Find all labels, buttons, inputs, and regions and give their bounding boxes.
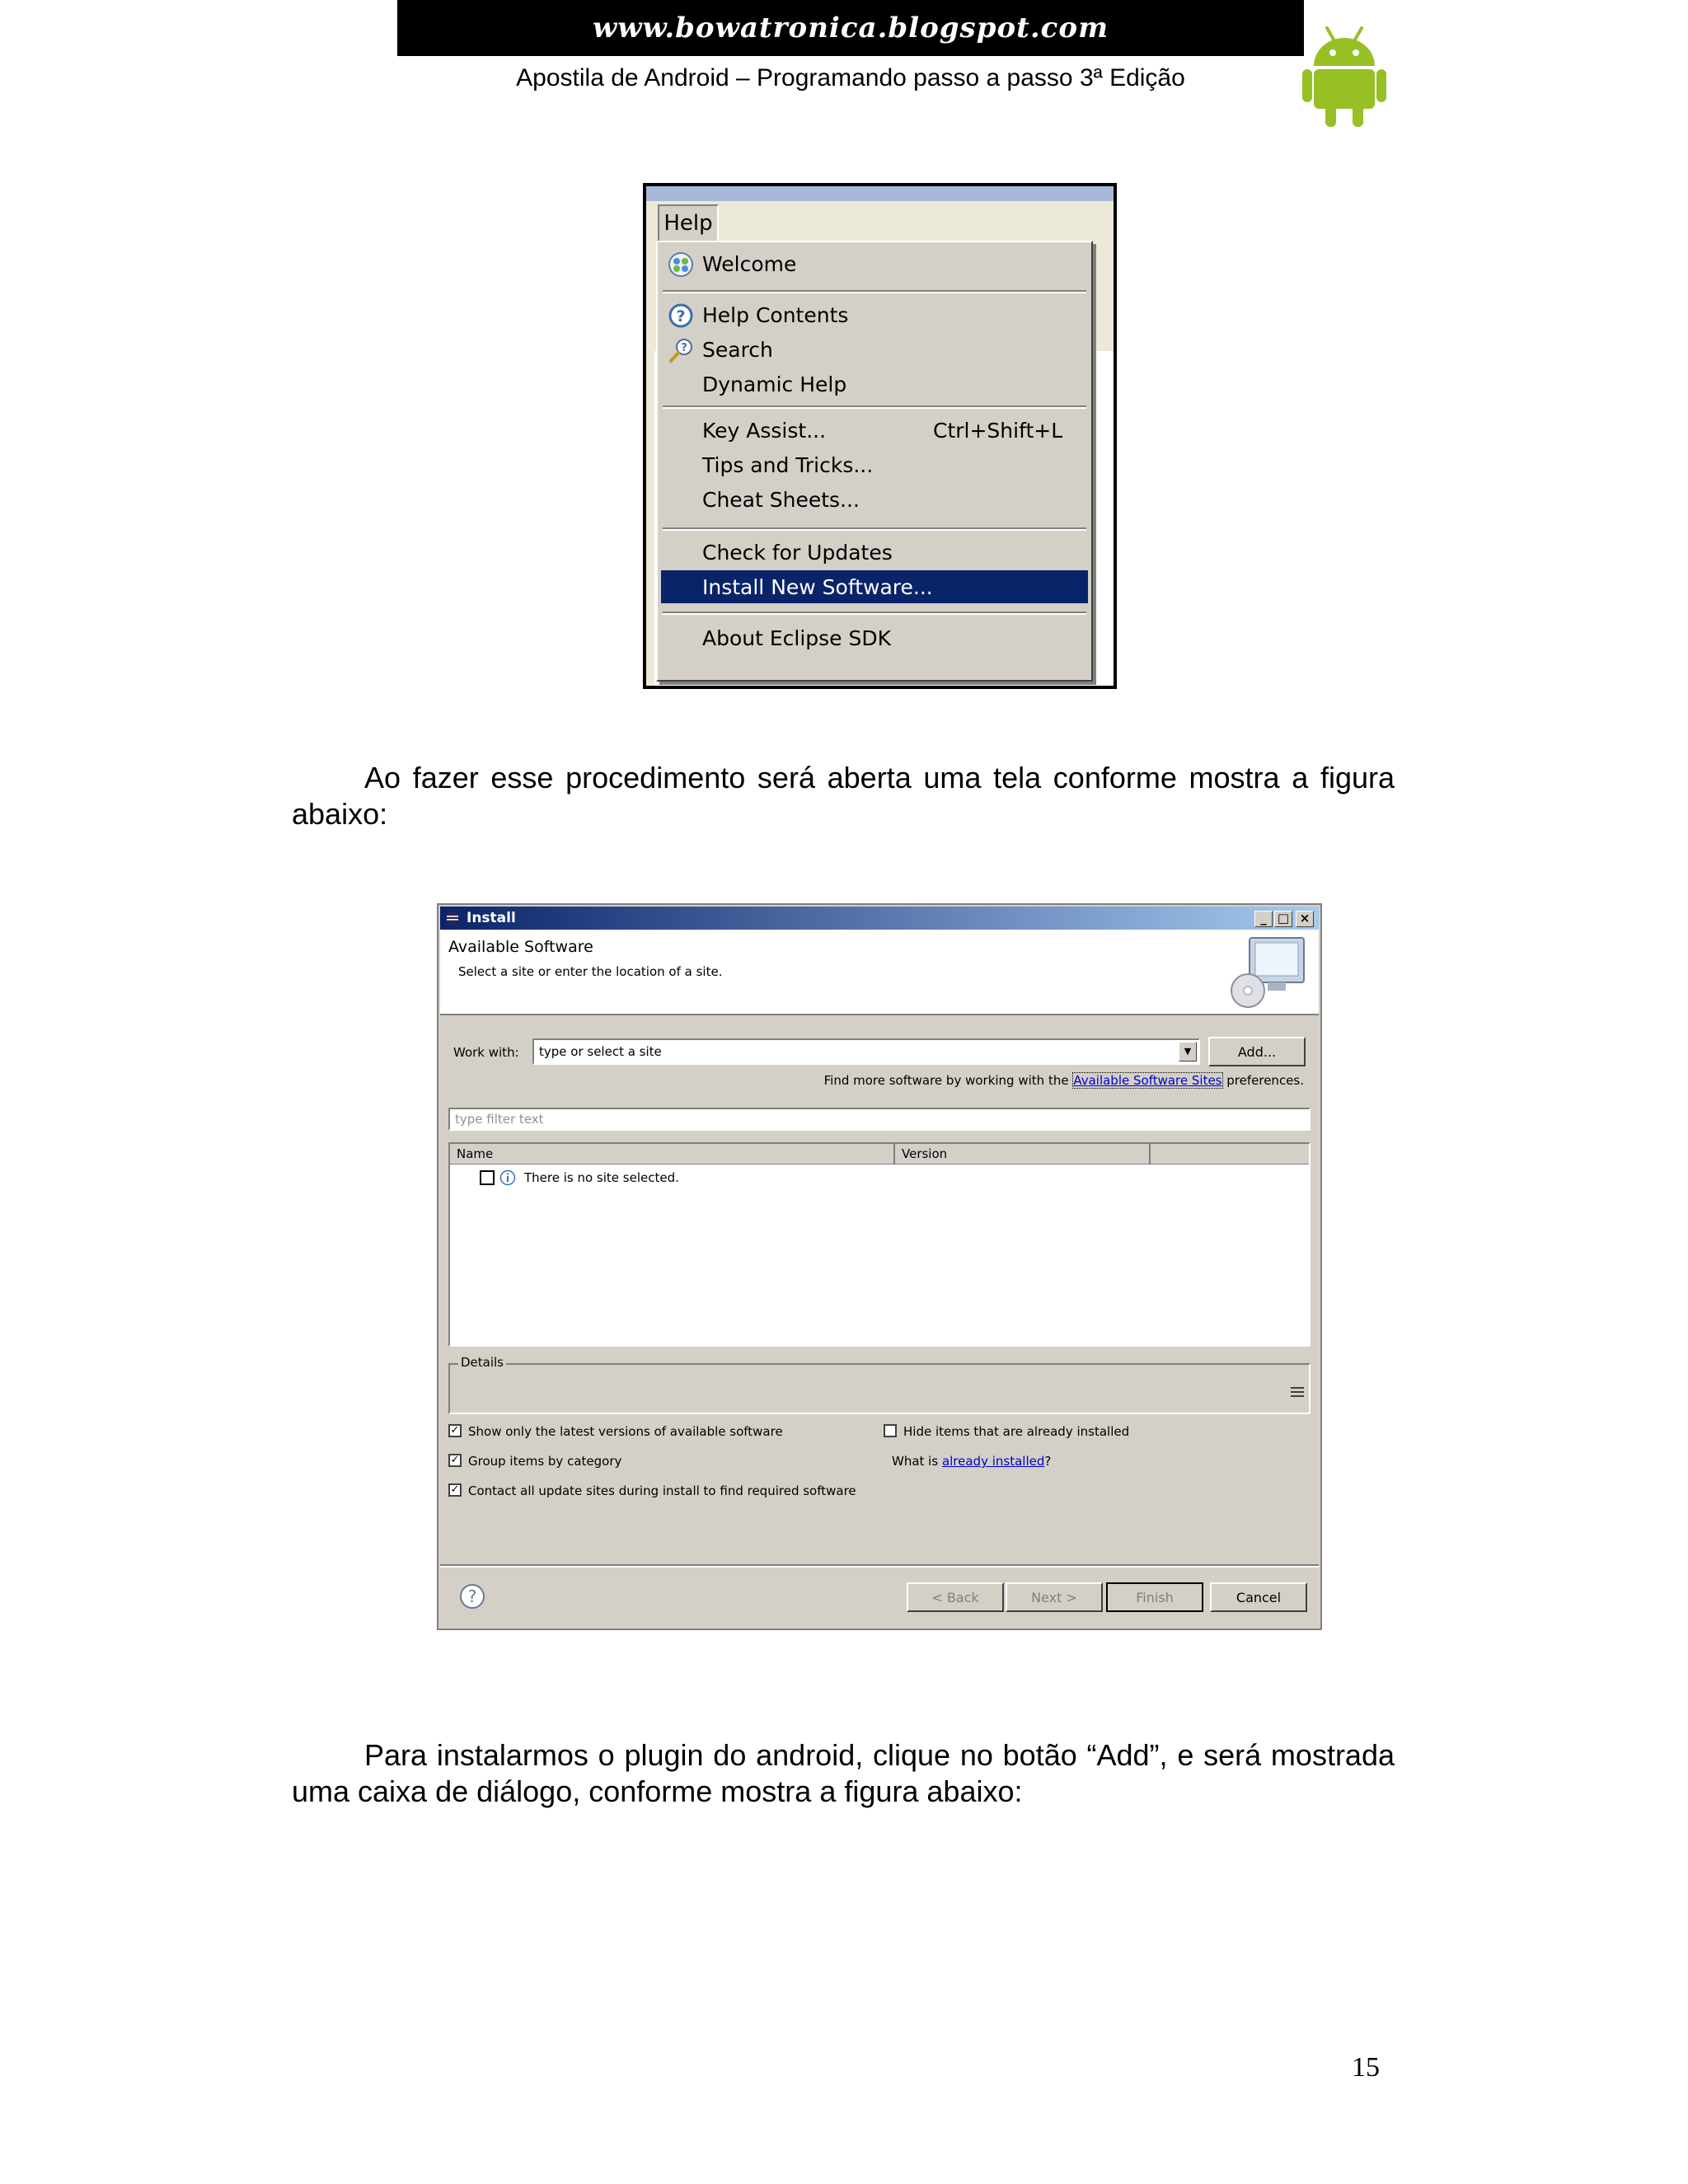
- menu-item-about-eclipse-sdk[interactable]: [661, 621, 1088, 654]
- dialog-header-area: [440, 930, 1319, 1015]
- find-more-prefix: Find more software by working with the: [823, 1073, 1073, 1088]
- details-label: Details: [458, 1355, 506, 1370]
- menu-item-label: Cheat Sheets...: [702, 487, 860, 512]
- cancel-button[interactable]: [1210, 1582, 1307, 1612]
- menu-item-label: Install New Software...: [702, 574, 933, 599]
- menu-item-tips-and-tricks[interactable]: [661, 448, 1088, 481]
- menu-item-key-assist[interactable]: [661, 414, 1088, 447]
- work-with-label: Work with:: [453, 1045, 519, 1060]
- search-icon: [668, 337, 694, 363]
- what-is-suffix: ?: [1044, 1454, 1052, 1469]
- menu-separator: [663, 405, 1086, 409]
- minimize-button[interactable]: _: [1254, 911, 1273, 927]
- show-latest-checkbox[interactable]: ✓: [448, 1424, 462, 1437]
- cancel-button-label: Cancel: [1236, 1589, 1282, 1605]
- footer-separator: [440, 1564, 1319, 1568]
- details-group: [448, 1355, 1311, 1414]
- column-name-header[interactable]: Name: [450, 1144, 895, 1164]
- close-button[interactable]: ×: [1296, 911, 1314, 927]
- already-installed-link[interactable]: already installed: [941, 1454, 1045, 1469]
- group-by-category-label: Group items by category: [468, 1454, 622, 1469]
- what-is-installed-text: [892, 1454, 1051, 1469]
- menu-item-search[interactable]: [661, 333, 1088, 366]
- menu-item-label: Help Contents: [702, 302, 849, 327]
- svg-text:?: ?: [681, 342, 687, 354]
- column-version-header[interactable]: Version: [895, 1144, 1151, 1164]
- add-button[interactable]: [1208, 1037, 1306, 1066]
- finish-button[interactable]: [1106, 1582, 1203, 1612]
- menu-item-cheat-sheets[interactable]: [661, 483, 1088, 516]
- menu-item-check-for-updates[interactable]: [661, 536, 1088, 569]
- menu-item-label: About Eclipse SDK: [702, 626, 892, 650]
- android-robot-icon: [1302, 25, 1386, 128]
- maximize-button[interactable]: □: [1274, 911, 1292, 927]
- menu-item-install-new-software[interactable]: [661, 570, 1088, 603]
- menu-item-dynamic-help[interactable]: [661, 368, 1088, 401]
- group-by-category-checkbox[interactable]: ✓: [448, 1454, 462, 1467]
- dialog-description: Select a site or enter the location of a site.: [458, 964, 723, 979]
- filter-placeholder: type filter text: [455, 1112, 544, 1127]
- svg-text:?: ?: [467, 1586, 477, 1606]
- hide-installed-checkbox[interactable]: [884, 1424, 897, 1437]
- info-icon: [499, 1169, 516, 1186]
- finish-button-label: Finish: [1136, 1589, 1174, 1605]
- help-dropdown-menu: [656, 241, 1093, 682]
- help-menu-screenshot: [643, 183, 1117, 689]
- menu-separator: [663, 290, 1086, 293]
- next-button-label: Next >: [1031, 1589, 1077, 1605]
- menu-item-help-contents[interactable]: [661, 298, 1088, 331]
- work-with-value: type or select a site: [539, 1044, 662, 1059]
- help-icon[interactable]: [458, 1582, 486, 1610]
- header-banner: www.bowatronica.blogspot.com: [397, 0, 1304, 56]
- table-header: [450, 1144, 1309, 1165]
- work-with-combo[interactable]: [532, 1038, 1200, 1065]
- menu-item-label: Welcome: [702, 251, 797, 276]
- help-icon: [668, 302, 694, 329]
- menu-item-welcome[interactable]: [661, 247, 1088, 280]
- find-more-suffix: preferences.: [1222, 1073, 1304, 1088]
- filter-input[interactable]: [448, 1108, 1311, 1131]
- chevron-down-icon[interactable]: ▼: [1179, 1042, 1197, 1062]
- paragraph-2-text: Para instalarmos o plugin do android, clique no botão “Add”, e será mostrada uma caixa de diálogo, conforme mostra a figura abaixo:: [292, 1738, 1395, 1808]
- empty-message: There is no site selected.: [524, 1170, 679, 1185]
- software-tree-table[interactable]: [448, 1142, 1311, 1347]
- install-dialog: [437, 903, 1322, 1630]
- window-top-strip: [646, 186, 1114, 201]
- eclipse-icon: [445, 911, 460, 926]
- row-checkbox[interactable]: [480, 1170, 495, 1185]
- menu-item-accelerator: Ctrl+Shift+L: [933, 418, 1063, 443]
- contact-update-sites-label: Contact all update sites during install to find required software: [468, 1483, 856, 1498]
- paragraph-1-text: Ao fazer esse procedimento será aberta uma tela conforme mostra a figura abaixo:: [292, 761, 1395, 831]
- available-software-sites-link[interactable]: Available Software Sites: [1073, 1073, 1222, 1088]
- back-button-label: < Back: [931, 1589, 979, 1605]
- details-expand-icon[interactable]: [1289, 1383, 1306, 1399]
- back-button[interactable]: [907, 1582, 1004, 1612]
- menu-item-label: Search: [702, 337, 773, 362]
- welcome-icon: [668, 251, 694, 278]
- header-subtitle: Apostila de Android – Programando passo a passo 3ª Edição: [516, 64, 1185, 91]
- hide-installed-label: Hide items that are already installed: [903, 1424, 1130, 1439]
- menu-separator: [663, 612, 1086, 615]
- menu-item-label: Tips and Tricks...: [702, 452, 874, 477]
- table-row[interactable]: [480, 1169, 679, 1187]
- find-more-text: [824, 1073, 1304, 1088]
- show-latest-label: Show only the latest versions of available software: [468, 1424, 783, 1439]
- dialog-heading: Available Software: [448, 938, 593, 956]
- next-button[interactable]: [1006, 1582, 1103, 1612]
- dialog-title-bar: [440, 907, 1319, 930]
- contact-update-sites-checkbox[interactable]: ✓: [448, 1483, 462, 1497]
- menu-separator: [663, 527, 1086, 531]
- paragraph-2: [292, 1737, 1395, 1810]
- what-is-prefix: What is: [892, 1454, 942, 1469]
- menu-item-label: Key Assist...: [702, 418, 827, 443]
- menu-item-label: Check for Updates: [702, 540, 893, 565]
- paragraph-1: [292, 760, 1395, 832]
- svg-text:?: ?: [676, 307, 686, 326]
- computer-install-icon: [1230, 935, 1309, 1009]
- page-number: 15: [1352, 2052, 1380, 2083]
- help-menu-title[interactable]: Help: [658, 204, 719, 241]
- menu-item-label: Dynamic Help: [702, 372, 847, 396]
- dialog-title: Install: [467, 910, 516, 926]
- add-button-label: Add...: [1237, 1043, 1277, 1060]
